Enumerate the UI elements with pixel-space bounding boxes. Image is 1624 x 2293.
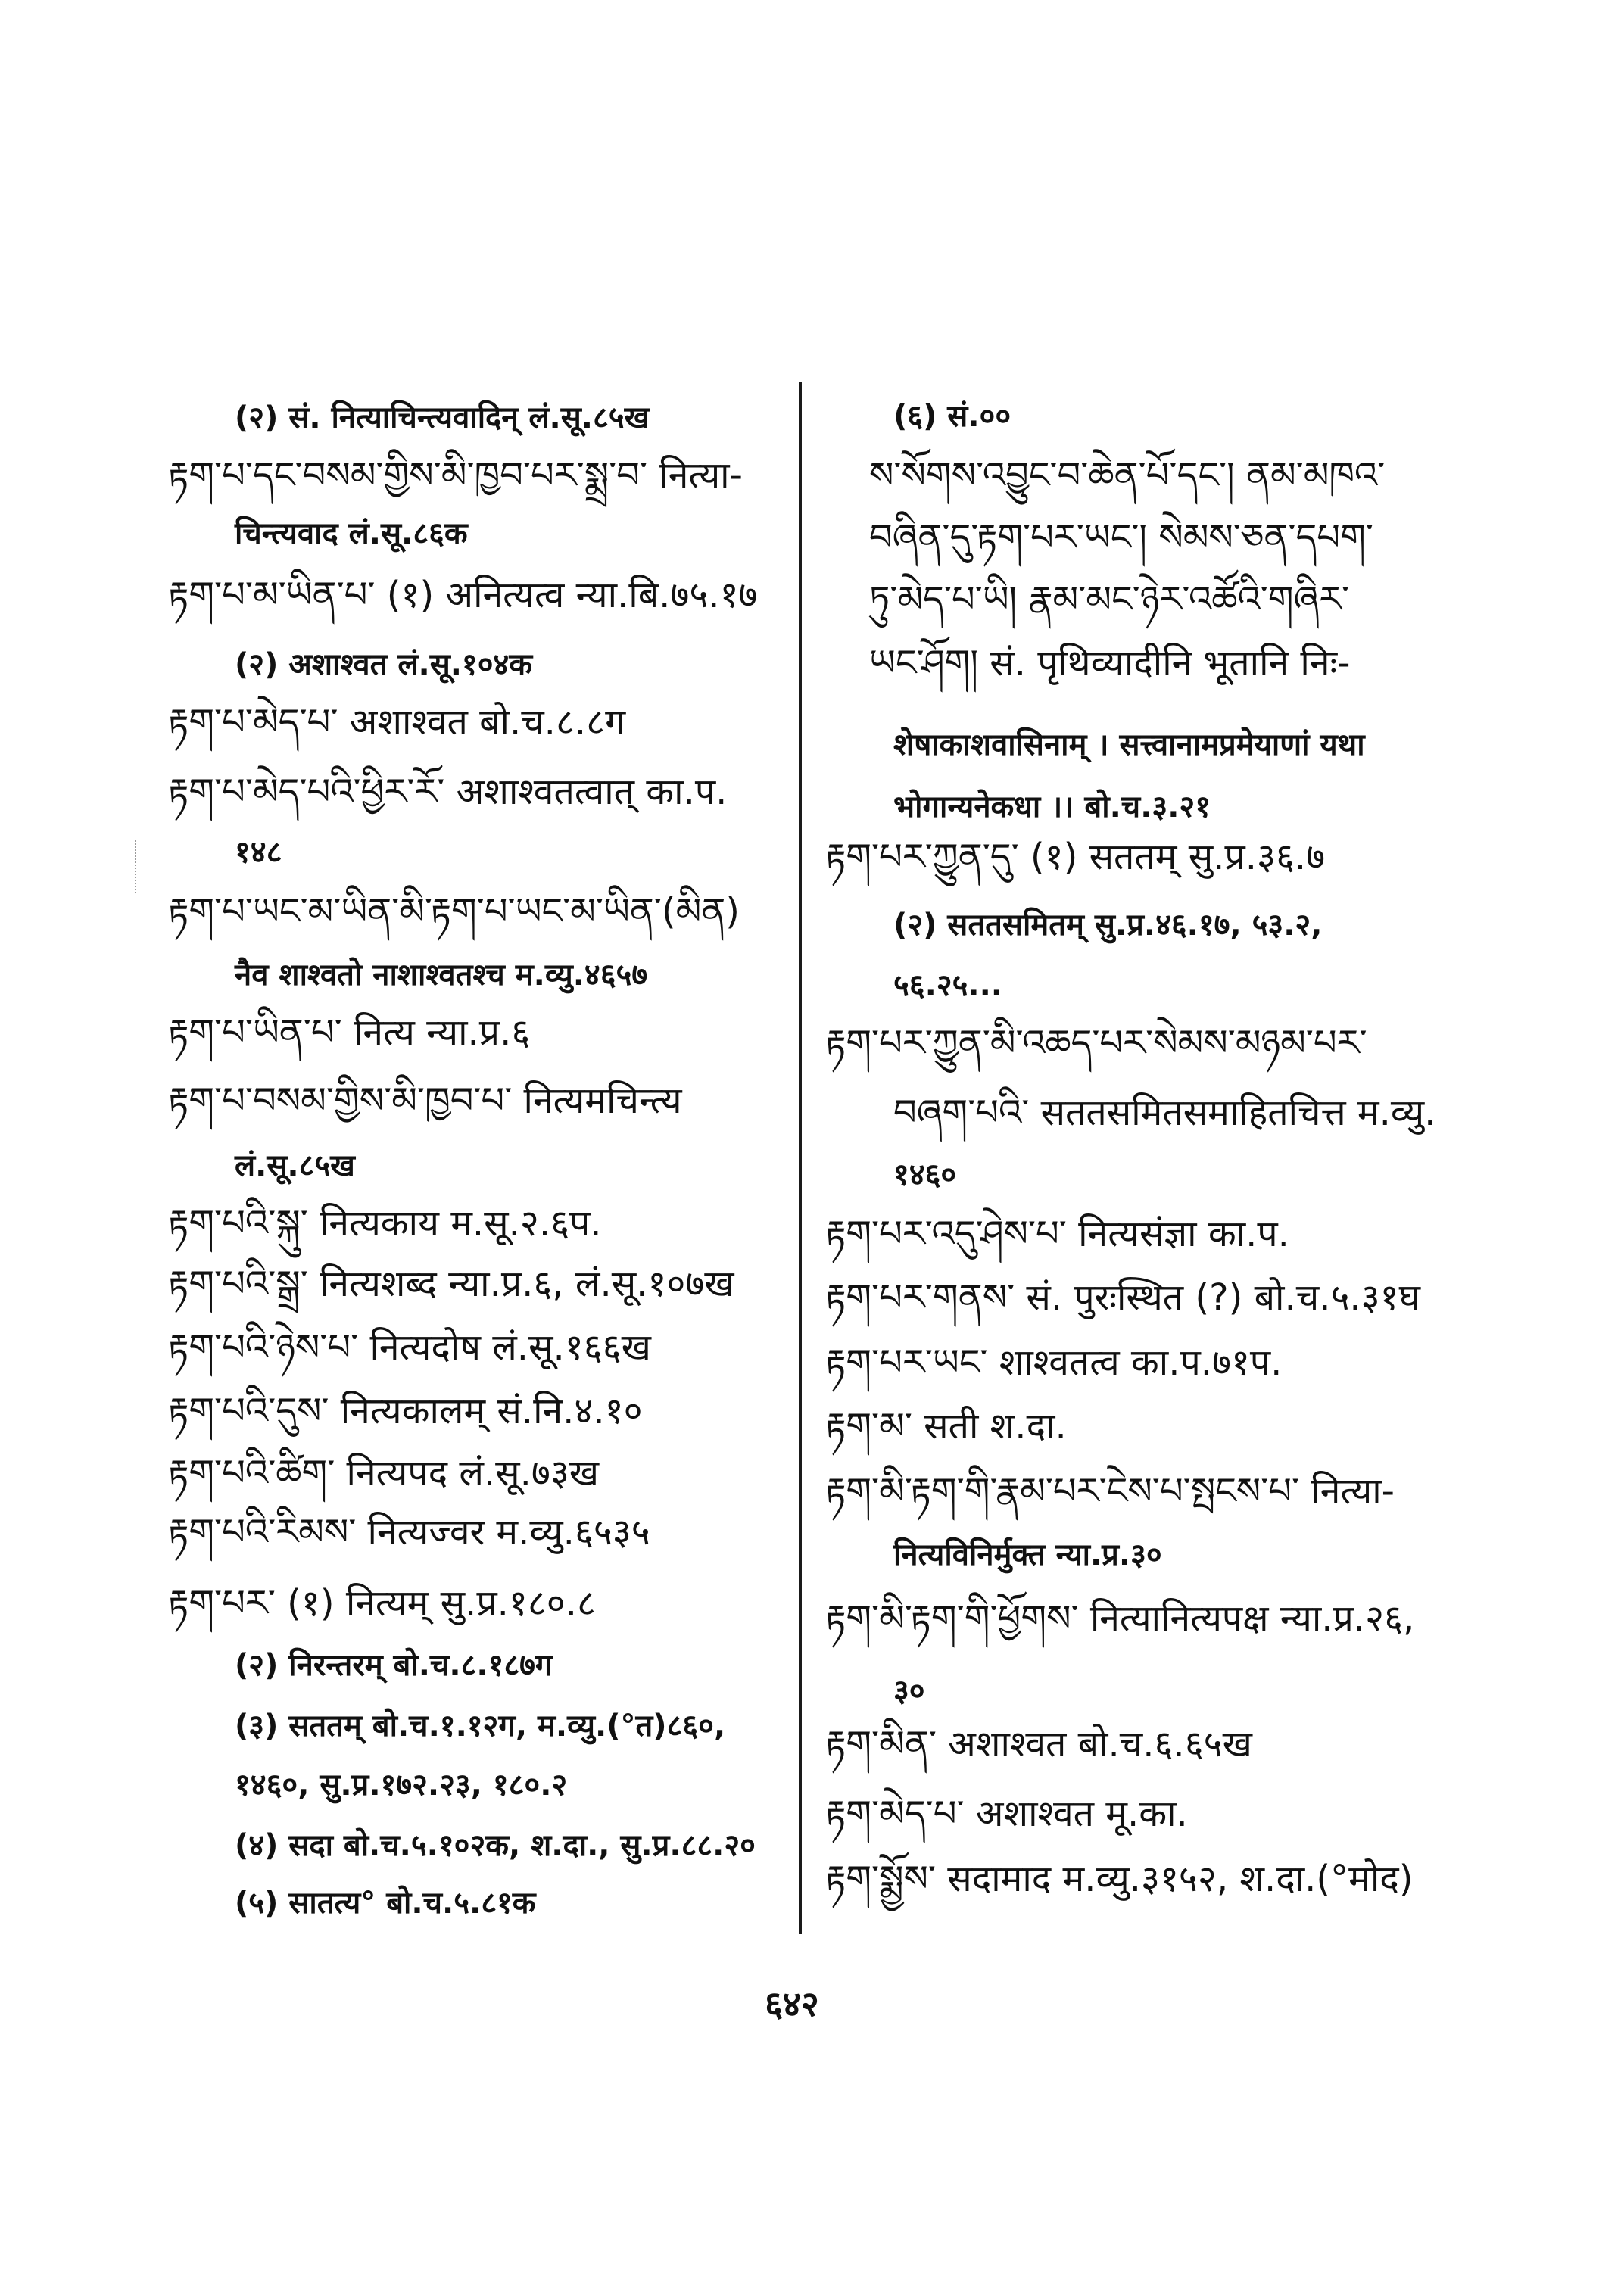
entry-line: རྟག་པར་ (१) नित्यम् सु.प्र.१८०.८ xyxy=(168,1582,596,1625)
entry-line: རྟག་པར་ཀྱུན་མི་འཆད་པར་སེམས་མཉམ་པར་ xyxy=(825,1022,1367,1064)
entry-line: རྟག་མི་རྟག་གི་རྣམ་པར་ངེས་པ་སྤངས་པ་ नित्या- xyxy=(825,1470,1395,1513)
entry-line: १४६० xyxy=(893,1157,957,1192)
entry-line: (२) अशाश्वत लं.सू.१०४क xyxy=(235,647,533,682)
entry-line: བཞག་པའི་ सततसमितसमाहितचित्त म.व्यु. xyxy=(893,1092,1436,1134)
entry-line: ཏུ་མེད་པ་ཡི། རྣམ་མང་ཉེར་འཚོའི་གཞིར་ xyxy=(869,578,1350,621)
entry-line: རྟག་པ་ཡང་མ་ཡིན་མི་རྟག་པ་ཡང་མ་ཡིན་(མིན) xyxy=(168,890,740,933)
entry-line: རྟག་མ་ सती श.दा. xyxy=(825,1405,1067,1447)
entry-line: རྟག་པ་མེད་པའི་ཕྱིར་རོ་ अशाश्वतत्वात् का.प. xyxy=(168,771,728,813)
entry-line: རྟག་པའི་ཚིག་ नित्यपद लं.सू.७३ख xyxy=(168,1452,600,1494)
entry-line: རྟག་པ་མེད་པ་ अशाश्वत बो.च.८.८ग xyxy=(168,701,626,743)
entry-line: ས་སོགས་འབྱུང་བ་ཆེན་པོ་དང་། ནམ་མཁའ་ xyxy=(869,454,1386,497)
entry-line: नित्यविनिर्मुक्त न्या.प्र.३० xyxy=(893,1537,1162,1572)
entry-line: लं.सू.८५ख xyxy=(235,1148,355,1183)
entry-line: རྟག་པ་དང་བསམ་གྱིས་མི་ཁྱབ་པར་སྨྲ་བ་ नित्या- xyxy=(168,454,743,497)
entry-line: १४८ xyxy=(235,835,282,870)
entry-line: (४) सदा बो.च.५.१०२क, श.दा., सु.प्र.८८.२० xyxy=(235,1828,756,1863)
entry-line: (५) सातत्य° बो.च.५.८१क xyxy=(235,1886,536,1921)
entry-line: (२) निरन्तरम् बो.च.८.१८७ग xyxy=(235,1648,553,1683)
entry-line: १४६०, सु.प्र.१७२.२३, १८०.२ xyxy=(235,1768,568,1802)
entry-line: རྟག་མི་རྟག་གི་ཕྱོགས་ नित्यानित्यपक्ष न्या.प्र.२६, xyxy=(825,1597,1415,1640)
entry-line: (३) सततम् बो.च.१.१२ग, म.व्यु.(°त)८६०, xyxy=(235,1709,726,1743)
entry-line: (६) सं.०० xyxy=(893,399,1011,434)
entry-line: རྟག་པའི་སྒྲ་ नित्यशब्द न्या.प्र.६, लं.सू.१०७ख xyxy=(168,1263,734,1305)
entry-line: རྟག་པར་གནས་ सं. पुरःस्थित (?) बो.च.५.३१घ xyxy=(825,1276,1420,1319)
entry-line: ५६.२५... xyxy=(893,968,1002,1003)
entry-line: ३० xyxy=(893,1674,925,1709)
entry-line: རྟག་པ་མ་ཡིན་པ་ (१) अनित्यत्व न्या.बि.७५.१७ xyxy=(168,574,758,616)
margin-mark xyxy=(135,840,138,893)
entry-line: (२) सं. नित्याचिन्त्यवादिन् लं.सू.८५ख xyxy=(235,400,650,435)
entry-line: རྟག་པའི་རིམས་ नित्यज्वर म.व्यु.६५३५ xyxy=(168,1511,650,1553)
entry-line: རྟག་པ་བསམ་གྱིས་མི་ཁྱབ་པ་ नित्यमचिन्त्य xyxy=(168,1080,682,1122)
entry-line: བཞིན་དུ་རྟག་པར་ཡང་། སེམས་ཅན་དཔག་ xyxy=(869,516,1373,559)
page-number: ६४२ xyxy=(765,1983,819,2024)
entry-line: རྟག་པར་ཀྱུན་དུ་ (१) सततम् सु.प्र.३६.७ xyxy=(825,836,1326,878)
entry-line: རྟག་པར་ཡང་ शाश्वतत्व का.प.७१प. xyxy=(825,1341,1283,1384)
entry-line: नैव शाश्वतो नाशाश्वतश्च म.व्यु.४६५७ xyxy=(235,958,648,992)
entry-line: ཡང་ཤོག། सं. पृथिव्यादीनि भूतानि निः- xyxy=(869,642,1351,684)
entry-line: भोगान्यनेकधा ।। बो.च.३.२१ xyxy=(893,790,1211,824)
entry-line: རྟག་མེད་པ་ अशाश्वत मू.का. xyxy=(825,1793,1188,1835)
entry-line: चिन्त्यवाद लं.सू.८६क xyxy=(235,516,468,551)
entry-line: རྟག་པའི་སྐུ་ नित्यकाय म.सू.२.६प. xyxy=(168,1202,602,1245)
entry-line: རྟག་པའི་ཉེས་པ་ नित्यदोष लं.सू.१६६ख xyxy=(168,1326,651,1369)
entry-line: རྟག་སྨྱོས་ सदामाद म.व्यु.३१५२, श.दा.(°मोद) xyxy=(825,1858,1414,1900)
entry-line: शेषाकाशवासिनाम् । सत्त्वानामप्रमेयाणां यथा xyxy=(893,727,1365,762)
entry-line: (२) सततसमितम् सु.प्र.४६.१७, ५३.२, xyxy=(893,908,1323,942)
entry-line: རྟག་པར་འདུ་ཤེས་པ་ नित्यसंज्ञा का.प. xyxy=(825,1213,1289,1255)
entry-line: རྟག་པའི་དུས་ नित्यकालम् सं.नि.४.१० xyxy=(168,1390,643,1432)
entry-line: རྟག་མིན་ अशाश्वत बो.च.६.६५ख xyxy=(825,1723,1252,1765)
entry-line: རྟག་པ་ཡིན་པ་ नित्य न्या.प्र.६ xyxy=(168,1011,531,1054)
column-divider xyxy=(799,382,802,1934)
